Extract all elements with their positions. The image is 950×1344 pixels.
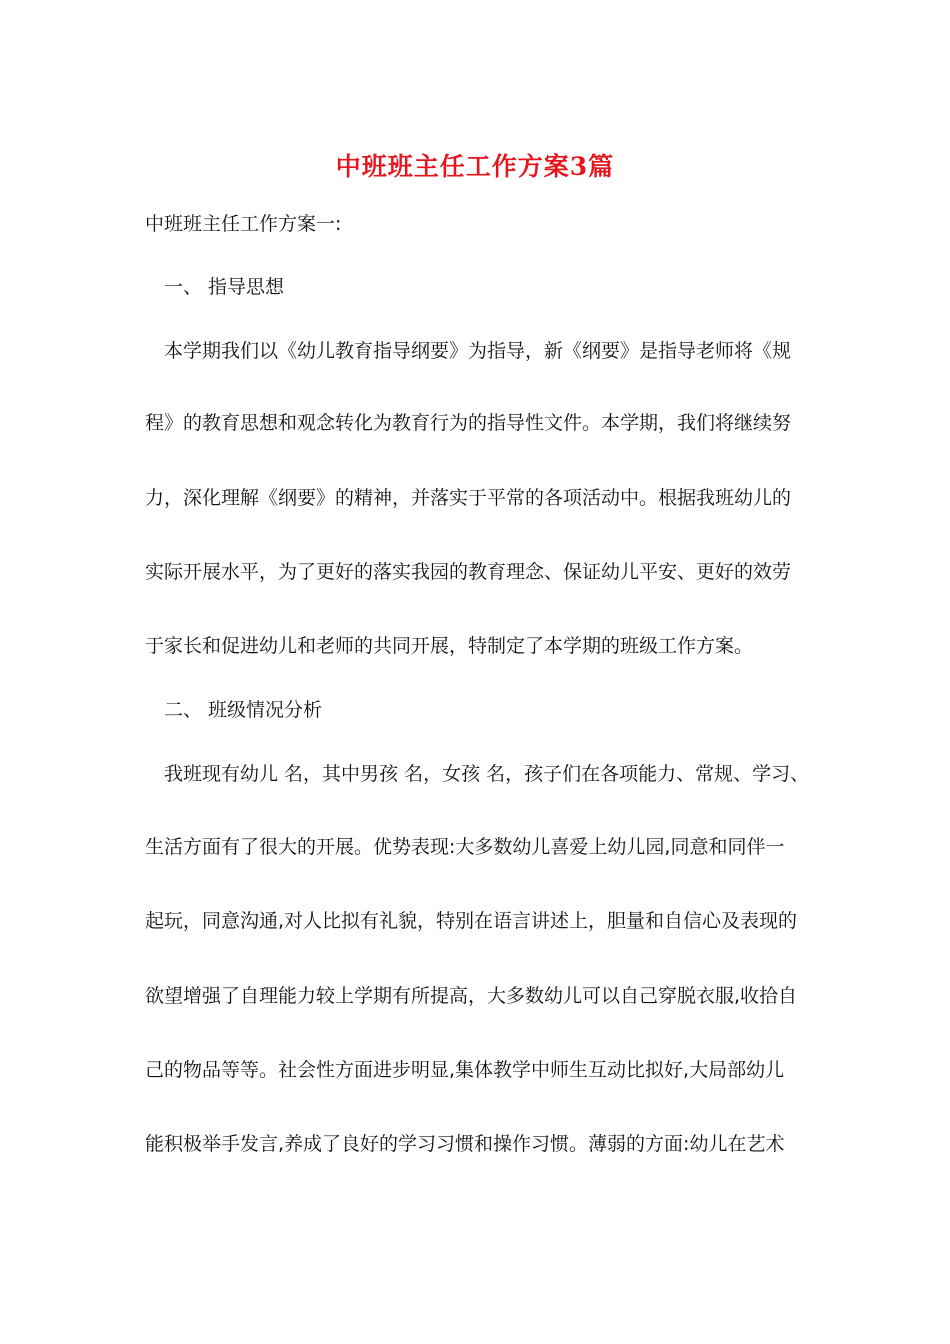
paragraph-line: 己的物品等等。社会性方面进步明显,集体教学中师生互动比拟好,大局部幼儿 xyxy=(145,1059,785,1081)
paragraph-line: 程》的教育思想和观念转化为教育行为的指导性文件。本学期，我们将继续努 xyxy=(145,412,792,434)
document-subtitle: 中班班主任工作方案一: xyxy=(145,213,342,235)
section-heading-class-analysis: 二、 班级情况分析 xyxy=(164,699,323,721)
paragraph-line: 能积极举手发言,养成了良好的学习习惯和操作习惯。薄弱的方面:幼儿在艺术 xyxy=(145,1133,785,1155)
paragraph-line: 本学期我们以《幼儿教育指导纲要》为指导，新《纲要》是指导老师将《规 xyxy=(164,340,792,362)
paragraph-line: 生活方面有了很大的开展。优势表现:大多数幼儿喜爱上幼儿园,同意和同伴一 xyxy=(145,836,785,858)
paragraph-line: 我班现有幼儿 名，其中男孩 名，女孩 名，孩子们在各项能力、常规、学习、 xyxy=(164,763,810,785)
paragraph-line: 实际开展水平，为了更好的落实我园的教育理念、保证幼儿平安、更好的效劳 xyxy=(145,561,792,583)
document-title: 中班班主任工作方案3篇 xyxy=(335,152,615,181)
paragraph-line: 欲望增强了自理能力较上学期有所提高，大多数幼儿可以自己穿脱衣服,收拾自 xyxy=(145,985,798,1007)
paragraph-line: 力，深化理解《纲要》的精神，并落实于平常的各项活动中。根据我班幼儿的 xyxy=(145,487,792,509)
section-heading-guiding-thought: 一、 指导思想 xyxy=(164,276,285,298)
paragraph-line: 于家长和促进幼儿和老师的共同开展，特制定了本学期的班级工作方案。 xyxy=(145,635,754,657)
paragraph-line: 起玩，同意沟通,对人比拟有礼貌，特别在语言讲述上，胆量和自信心及表现的 xyxy=(145,910,798,932)
